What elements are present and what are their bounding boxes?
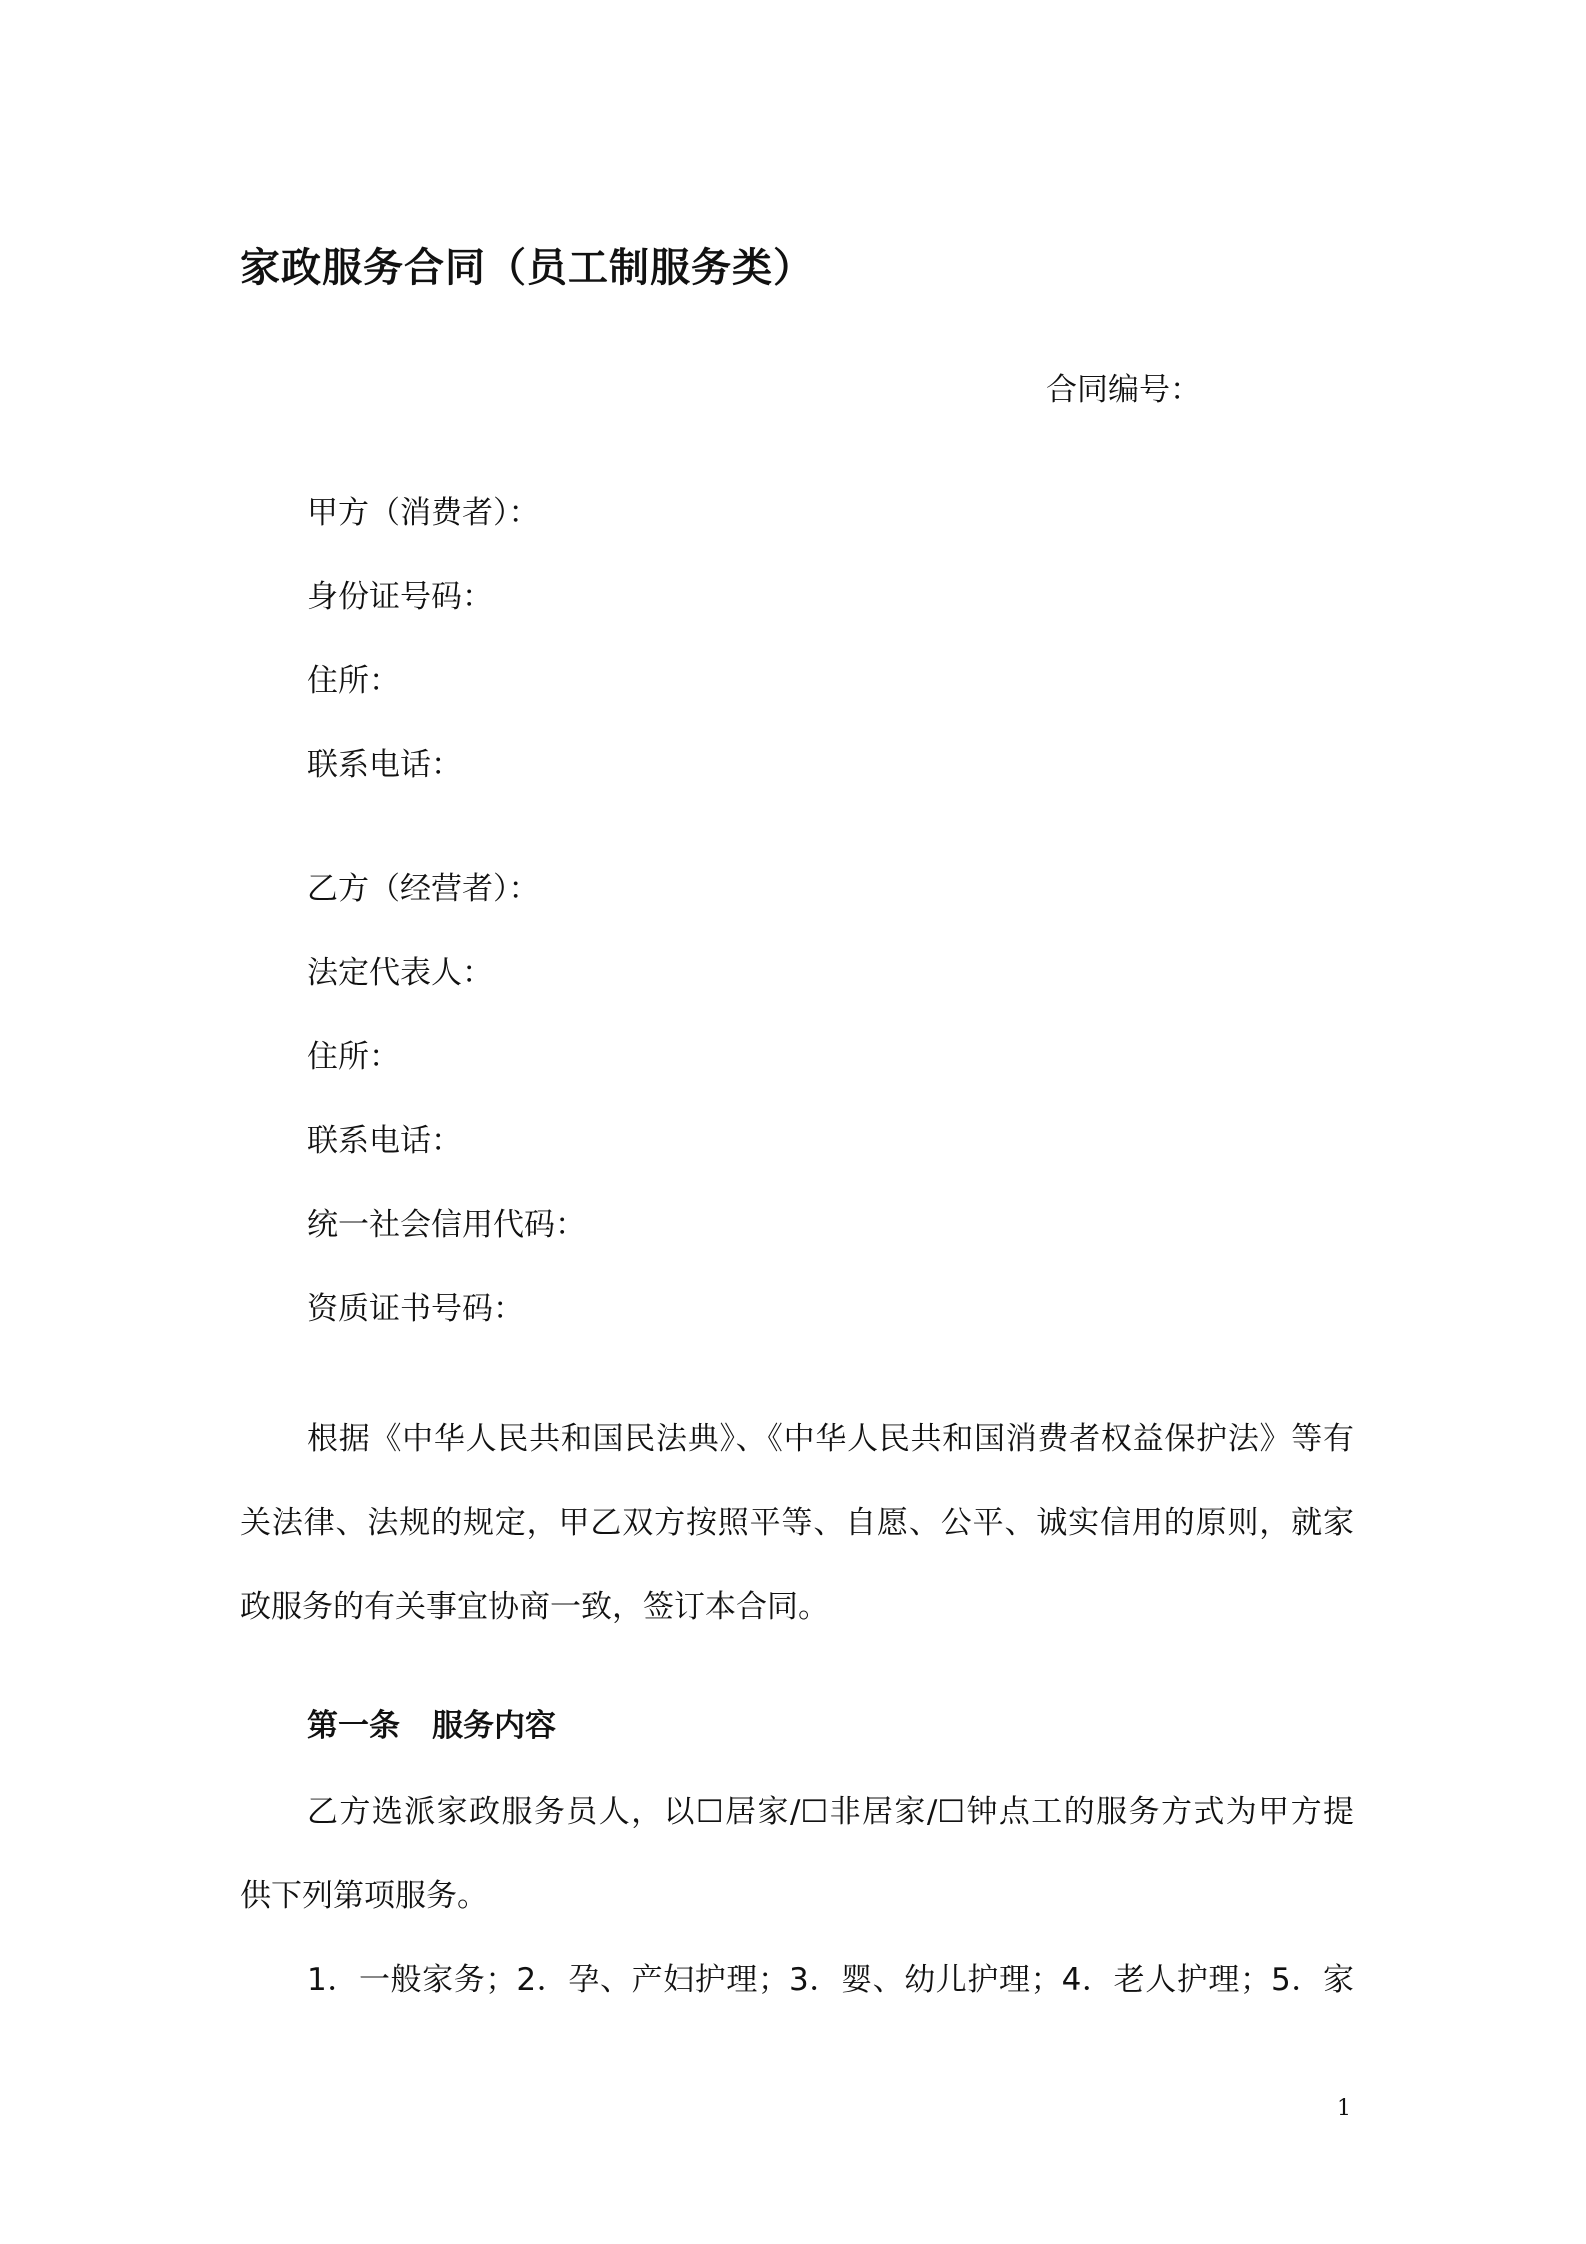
article-1-line-3: 1．一般家务；2．孕、产妇护理；3．婴、幼儿护理；4．老人护理；5．家	[307, 1962, 1354, 1998]
document-title: 家政服务合同（员工制服务类）	[240, 245, 814, 291]
party-b-legal-rep-label: 法定代表人：	[307, 955, 493, 991]
party-a-label: 甲方（消费者）：	[307, 495, 540, 531]
page-number: 1	[1337, 2096, 1351, 2121]
party-b-address-label: 住所：	[307, 1039, 400, 1075]
preamble-line-2: 关法律、法规的规定，甲乙双方按照平等、自愿、公平、诚实信用的原则，就家	[240, 1505, 1354, 1541]
preamble-line-1: 根据《中华人民共和国民法典》、《中华人民共和国消费者权益保护法》等有	[307, 1421, 1354, 1457]
party-a-id-number-label: 身份证号码：	[307, 579, 493, 615]
party-a-phone-label: 联系电话：	[307, 747, 462, 783]
party-b-label: 乙方（经营者）：	[307, 871, 540, 907]
preamble-line-3: 政服务的有关事宜协商一致，签订本合同。	[240, 1589, 829, 1625]
party-b-phone-label: 联系电话：	[307, 1123, 462, 1159]
article-1-line-1: 乙方选派家政服务员人，以☐居家/☐非居家/☐钟点工的服务方式为甲方提	[307, 1794, 1354, 1830]
article-1-number: 第一条	[307, 1708, 400, 1744]
party-a-address-label: 住所：	[307, 663, 400, 699]
party-b-qualification-label: 资质证书号码：	[307, 1291, 524, 1327]
contract-number-label: 合同编号：	[1046, 372, 1201, 408]
party-b-credit-code-label: 统一社会信用代码：	[307, 1207, 586, 1243]
article-1-heading	[307, 1700, 556, 1745]
article-1-line-2: 供下列第项服务。	[240, 1878, 488, 1914]
article-1-title: 服务内容	[432, 1708, 556, 1744]
